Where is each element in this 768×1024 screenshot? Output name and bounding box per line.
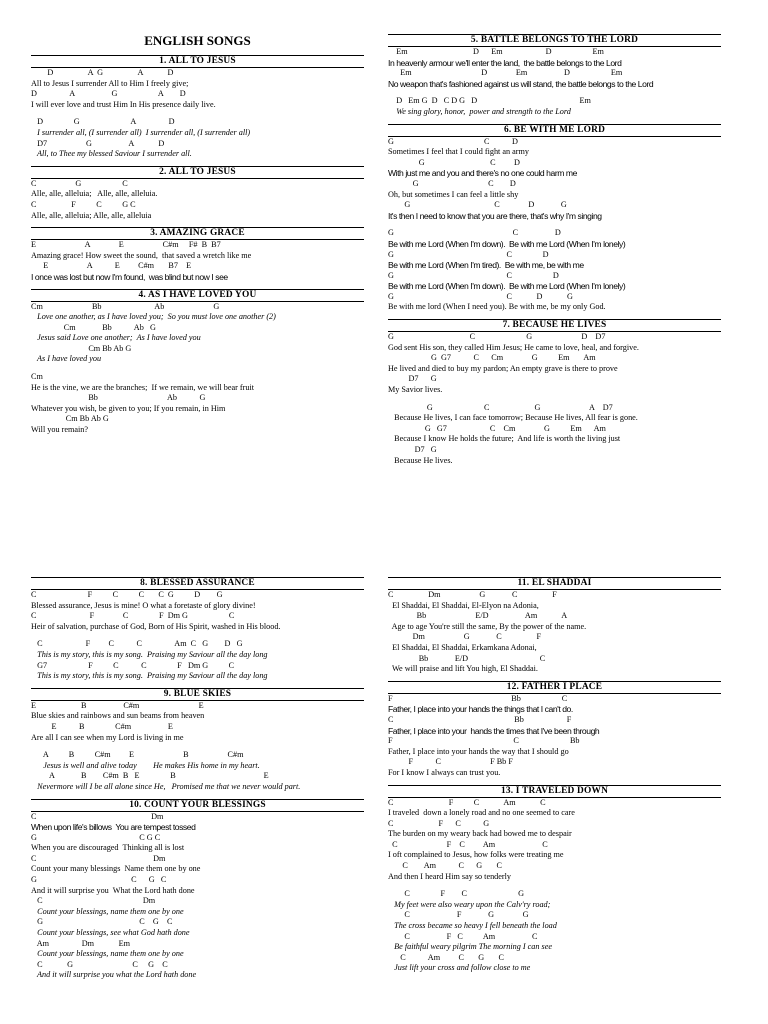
chord-line: G C D — [388, 136, 518, 146]
blank-line — [31, 365, 364, 372]
lyric-line: My feet were also weary upon the Calv'ry road; — [388, 899, 551, 909]
lyric-line: We sing glory, honor, power and strength to the Lord — [388, 106, 571, 116]
song-block — [31, 55, 364, 160]
lyric-line: All, to Thee my blessed Saviour I surrender all. — [31, 149, 192, 159]
chord-line: G C D G — [388, 200, 567, 210]
blank-line — [31, 632, 364, 639]
blank-line — [31, 743, 364, 750]
chord-line: G C G C — [31, 875, 167, 885]
chord-line: E B C#m E — [31, 700, 204, 710]
lyric-line: Blessed assurance, Jesus is mine! O what a foretaste of glory divine! — [31, 600, 256, 610]
chord-line: F C Bb — [388, 736, 580, 746]
lyric-line: With just me and you and there's no one could harm me — [388, 168, 577, 179]
song-title: 6. BE WITH ME LORD — [388, 124, 721, 137]
blank-line — [388, 221, 721, 228]
lyric-line: Jesus said Love one another; As I have loved you — [31, 333, 201, 343]
chord-line: F Bb C — [388, 693, 568, 703]
chord-line: C Dm — [31, 811, 164, 821]
lyric-line: We will praise and lift You high, El Shaddai. — [388, 664, 538, 674]
lyric-line: Father, I place into your hands the things that I can't do. — [388, 704, 573, 715]
chord-line: Bb E/D C — [388, 653, 546, 663]
chord-line: C G C G C — [31, 959, 168, 969]
lyric-line: I surrender all, (I surrender all) I surrender all, (I surrender all) — [31, 127, 251, 137]
lyric-line: Count your blessings, name them one by one — [31, 906, 184, 916]
song-block — [388, 124, 721, 314]
lyric-line: El Shaddai, El Shaddai, El-Elyon na Adonia, — [388, 600, 539, 610]
lyric-line: Nevermore will I be all alone since He, Promised me that we never would part. — [31, 781, 301, 791]
lyric-line: Be with me Lord (When I'm down). Be with me Lord (When I'm lonely) — [388, 238, 626, 249]
chord-line: Em D Em D Em — [388, 68, 623, 78]
chord-line: Bb E/D Am A — [388, 611, 568, 621]
chord-line: C Am C G C — [388, 952, 504, 962]
song-title: 13. I TRAVELED DOWN — [388, 785, 721, 798]
lyric-line: I traveled down a lonely road and no one seemed to care — [388, 808, 575, 818]
lyric-line: When you are discouraged Thinking all is lost — [31, 843, 185, 853]
lyric-line: In heavenly armour we'll enter the land, the battle belongs to the Lord — [388, 57, 622, 68]
chord-line: C Am C G C — [388, 861, 502, 871]
lyric-line: Be with me Lord (When I'm tired). Be with me, be with me — [388, 260, 584, 271]
lyric-line: Alle, alle, alleluia; Alle, alle, alleluia. — [31, 189, 158, 199]
lyric-line: God sent His son, they called Him Jesus; He came to love, heal, and forgive. — [388, 342, 639, 352]
lyric-line: Father, I place into your hands the times that I've been through — [388, 725, 600, 736]
lyric-line: Just lift your cross and follow close to me — [388, 963, 531, 973]
chord-line: G C D — [388, 228, 561, 238]
right-column-bottom — [388, 577, 721, 974]
lyric-line: El Shaddai, El Shaddai, Erkamkana Adonai, — [388, 642, 537, 652]
chord-line: Dm G C F — [388, 632, 542, 642]
lyric-line: He is the vine, we are the branches; If we remain, we will bear fruit — [31, 382, 255, 392]
song-block — [388, 319, 721, 466]
chord-line: C Bb F — [388, 714, 572, 724]
lyric-line: Father, I place into your hands the way that I should go — [388, 746, 569, 756]
chord-line: D G A D — [31, 117, 175, 127]
lyric-line: Because I know He holds the future; And life is worth the living just — [388, 434, 621, 444]
lyric-line: And it will surprise you What the Lord hath done — [31, 885, 195, 895]
document-title: ENGLISH SONGS — [144, 33, 251, 48]
lyric-line: I oft complained to Jesus, how folks were treating me — [388, 850, 564, 860]
chord-line: G C D — [388, 270, 559, 280]
chord-line: C F C C C G D G — [31, 590, 223, 599]
chord-line: C F G G — [388, 910, 529, 920]
blank-line — [388, 396, 721, 403]
chord-line: C Dm G C F — [388, 590, 557, 599]
lyric-line: Jesus is well and alive today He makes His home in my heart. — [31, 760, 260, 770]
chord-line: G G7 C Cm G Em Am — [388, 353, 596, 363]
lyric-line: Count your many blessings Name them one by one — [31, 864, 201, 874]
chord-line: G C D G — [388, 291, 573, 301]
chord-line: Bb Ab G — [31, 393, 206, 403]
lyric-line: And it will surprise you what the Lord hath done — [31, 970, 197, 980]
lyric-line: When upon life's billows You are tempest tossed — [31, 822, 196, 833]
chord-line: Em D Em D Em — [388, 47, 604, 56]
lyric-line: It's then I need to know that you are there, that's why I'm singing — [388, 210, 602, 221]
lyric-line: Heir of salvation, purchase of God, Born of His Spirit, washed in His blood. — [31, 621, 281, 631]
chord-line: A B C#m E B C#m — [31, 750, 244, 760]
chord-line: F C F Bb F — [388, 757, 513, 767]
chord-line: Am Dm Em — [31, 938, 130, 948]
chord-line: Cm — [31, 372, 43, 382]
song-title: 9. BLUE SKIES — [31, 688, 364, 701]
left-column-top — [31, 33, 364, 436]
song-title: 7. BECAUSE HE LIVES — [388, 319, 721, 332]
chord-line: D Em G D C D G D Em — [388, 96, 591, 106]
chord-line: Cm Bb Ab G — [31, 343, 132, 353]
lyric-line: My Savior lives. — [388, 385, 443, 395]
lyric-line: Oh, but sometimes I can feel a little shy — [388, 189, 519, 199]
lyric-line: For I know I always can trust you. — [388, 767, 501, 777]
song-block — [31, 799, 364, 982]
song-title: 3. AMAZING GRACE — [31, 227, 364, 240]
song-title: 11. EL SHADDAI — [388, 577, 721, 590]
chord-line: C G C — [31, 178, 128, 188]
chord-line: D7 G — [388, 445, 437, 454]
lyric-line: And then I heard Him say so tenderly — [388, 871, 512, 881]
chord-line: D7 G — [388, 374, 437, 384]
blank-line — [388, 882, 721, 889]
song-block — [31, 289, 364, 436]
right-column-top — [388, 34, 721, 466]
chord-line: C F C Am C — [388, 797, 546, 807]
chord-line: G C D — [388, 178, 516, 188]
chord-line: C F C C Am C G D G — [31, 639, 243, 649]
song-title: 5. BATTLE BELONGS TO THE LORD — [388, 34, 721, 47]
lyric-line: Blue skies and rainbows and sun beams from heaven — [31, 711, 205, 721]
chord-line: G C G A D7 — [388, 402, 613, 412]
chord-line: Cm Bb Ab G — [31, 301, 220, 311]
chord-line: A B C#m B E B E — [31, 771, 269, 781]
lyric-line: All to Jesus I surrender All to Him I freely give; — [31, 78, 189, 88]
lyric-line: He lived and died to buy my pardon; An empty grave is there to prove — [388, 363, 618, 373]
lyric-line: Amazing grace! How sweet the sound, that saved a wretch like me — [31, 250, 252, 260]
lyric-line: Count your blessings, name them one by one — [31, 949, 184, 959]
song-block — [31, 688, 364, 793]
song-block — [388, 34, 721, 118]
lyric-line: The burden on my weary back had bowed me to despair — [388, 829, 572, 839]
lyric-line: Alle, alle, alleluia; Alle, alle, alleluia — [31, 210, 152, 220]
song-block — [31, 577, 364, 682]
song-title: 2. ALL TO JESUS — [31, 166, 364, 179]
lyric-line: Sometimes I feel that I could fight an army — [388, 147, 529, 157]
lyric-line: Because He lives. — [388, 455, 453, 465]
song-title: 8. BLESSED ASSURANCE — [31, 577, 364, 590]
lyric-line: Will you remain? — [31, 425, 88, 435]
song-block — [388, 785, 721, 975]
chord-line: G7 F C C F Dm G C — [31, 660, 235, 670]
lyric-line: The cross became so heavy I fell beneath the load — [388, 921, 557, 931]
chord-line: G C G D D7 — [388, 332, 606, 342]
chord-line: E A E C#m F# B B7 — [31, 240, 221, 250]
song-block — [31, 166, 364, 221]
lyric-line: No weapon that's fashioned against us will stand, the battle belongs to the Lord — [388, 78, 654, 89]
chord-line: G C G C — [31, 917, 173, 927]
chord-line: G G7 C Cm G Em Am — [388, 423, 606, 433]
song-block — [388, 681, 721, 779]
chord-line: D7 G A D — [31, 138, 165, 148]
lyric-line: I once was lost but now I'm found, was blind but now I see — [31, 271, 228, 282]
song-title: 10. COUNT YOUR BLESSINGS — [31, 799, 364, 812]
blank-line — [388, 89, 721, 96]
chord-line: C Dm — [31, 853, 166, 863]
blank-line — [31, 110, 364, 117]
chord-line: Cm Bb Ab G — [31, 322, 156, 332]
chord-line: C Dm — [31, 896, 156, 906]
lyric-line: This is my story, this is my song. Praising my Saviour all the day long — [31, 671, 268, 681]
lyric-line: Love one another, as I have loved you; So you must love one another (2) — [31, 312, 276, 322]
chord-line: C F C G C — [31, 199, 136, 209]
chord-line: C F C Am C — [388, 839, 548, 849]
chord-line: G C D — [388, 249, 549, 259]
lyric-line: As I have loved you — [31, 354, 102, 364]
lyric-line: Be faithful weary pilgrim The morning I can see — [388, 942, 552, 952]
chord-line: E A E C#m B7 E — [31, 261, 192, 271]
left-column-bottom — [31, 577, 364, 981]
song-title: 1. ALL TO JESUS — [31, 55, 364, 68]
chord-line: D A G A D — [31, 89, 186, 99]
chord-line: Cm Bb Ab G — [31, 414, 109, 424]
chord-line: C F C G — [388, 889, 525, 899]
chord-line: C F C Am C — [388, 931, 538, 941]
lyric-line: Be with me Lord (When I'm down). Be with me Lord (When I'm lonely) — [388, 281, 626, 292]
lyric-line: Be with me lord (When I need you). Be with me, be my only God. — [388, 302, 606, 312]
song-block — [31, 227, 364, 282]
lyric-line: Count your blessings, see what God hath done — [31, 928, 190, 938]
lyric-line: This is my story, this is my song. Praising my Saviour all the day long — [31, 649, 268, 659]
chord-line: G C D — [388, 157, 520, 167]
song-title: 12. FATHER I PLACE — [388, 681, 721, 694]
song-block — [388, 577, 721, 675]
lyric-line: Age to age You're still the same, By the power of the name. — [388, 621, 587, 631]
lyric-line: Whatever you wish, be given to you; If you remain, in Him — [31, 403, 226, 413]
chord-line: C F C F Dm G C — [31, 611, 235, 621]
lyric-line: I will ever love and trust Him In His presence daily live. — [31, 99, 216, 109]
chord-line: E B C#m E — [31, 721, 173, 731]
chord-line: C F C G — [388, 818, 490, 828]
lyric-line: Because He lives, I can face tomorrow; Because He lives, All fear is gone. — [388, 413, 638, 423]
chord-line: G C G C — [31, 832, 161, 842]
lyric-line: Are all I can see when my Lord is living in me — [31, 732, 184, 742]
chord-line: D A G A D — [31, 68, 174, 77]
song-title: 4. AS I HAVE LOVED YOU — [31, 289, 364, 302]
